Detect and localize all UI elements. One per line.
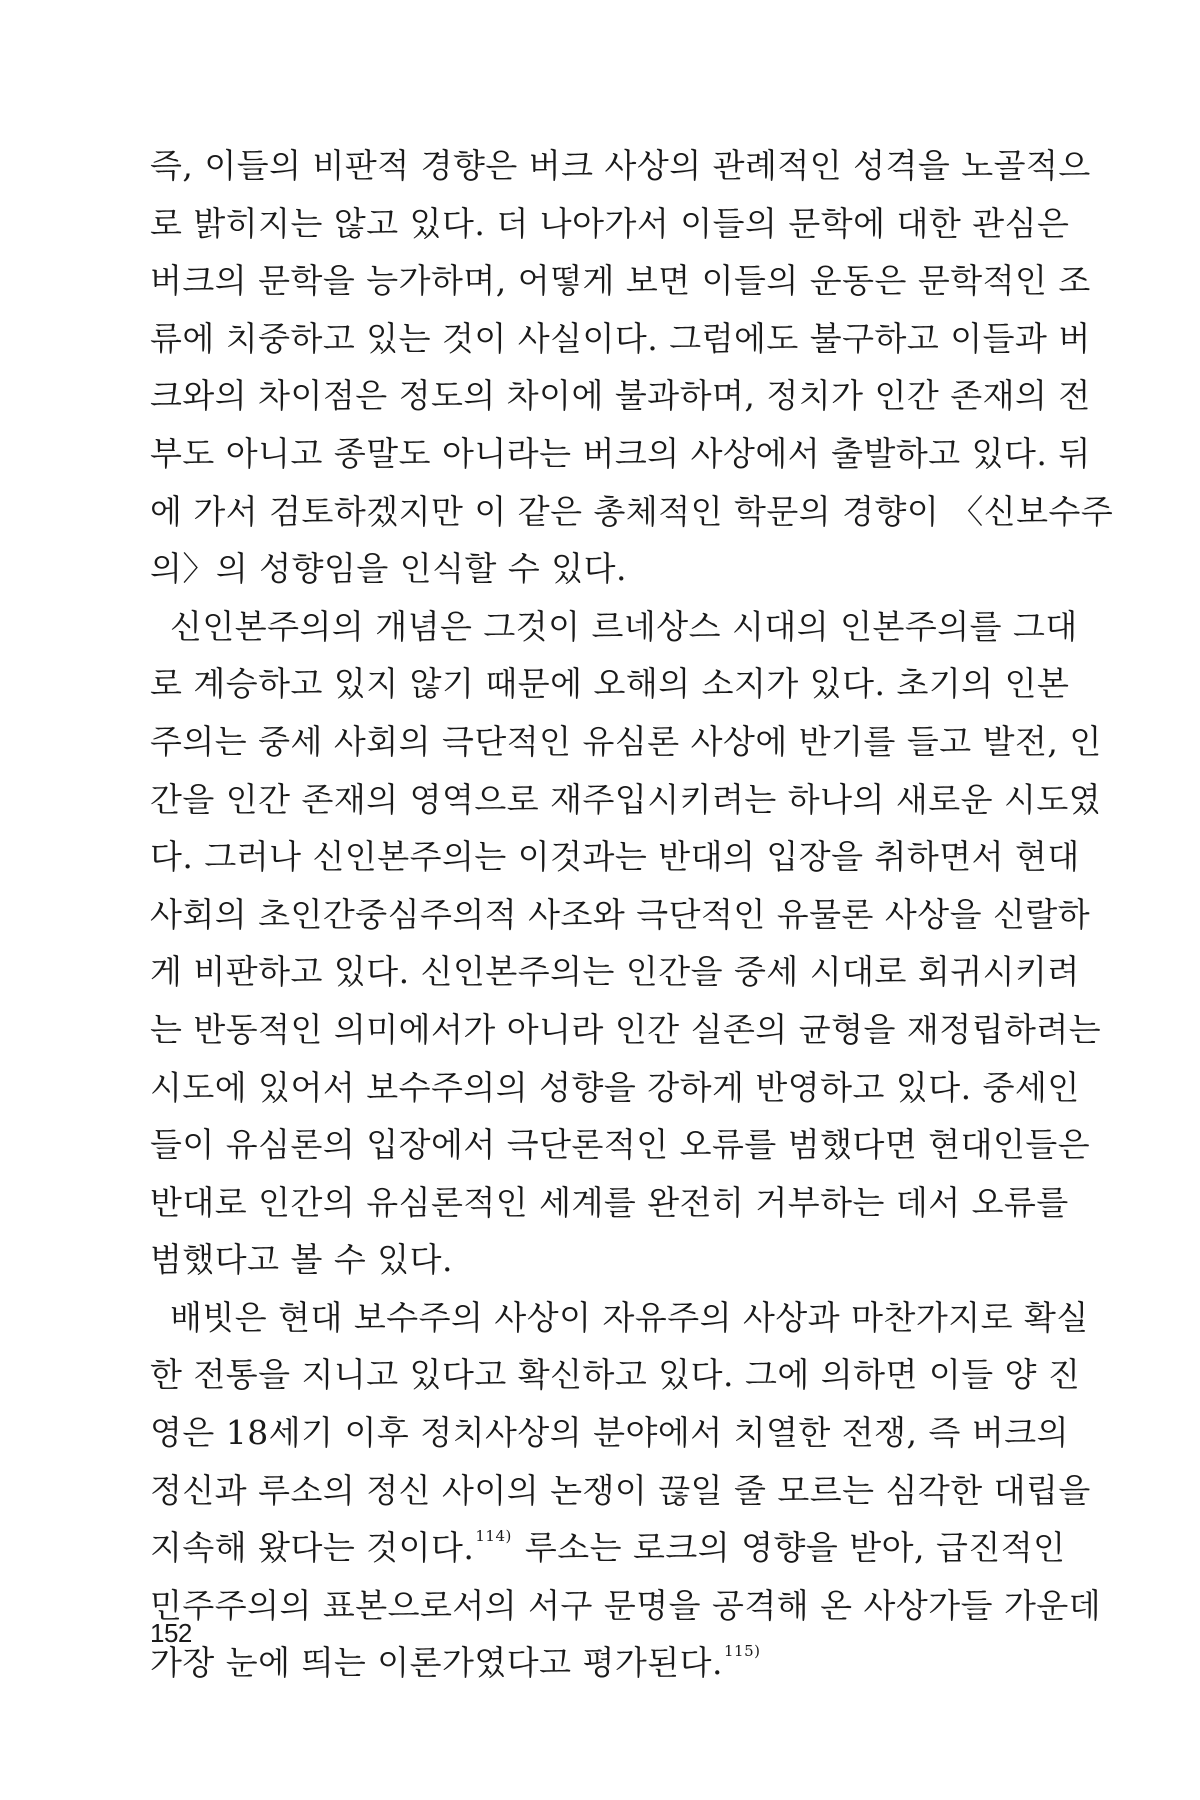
text-line: 들이 유심론의 입장에서 극단론적인 오류를 범했다면 현대인들은 (150, 1125, 1091, 1165)
text-line: 한 전통을 지니고 있다고 확신하고 있다. 그에 의하면 이들 양 진 (150, 1355, 1081, 1395)
text-line: 는 반동적인 의미에서가 아니라 인간 실존의 균형을 재정립하려는 (150, 1009, 1102, 1049)
text-line: 크와의 차이점은 정도의 차이에 불과하며, 정치가 인간 존재의 전 (150, 376, 1091, 416)
text-line: 즉, 이들의 비판적 경향은 버크 사상의 관례적인 성격을 노골적으 (150, 146, 1091, 185)
text-line: 영은 18세기 이후 정치사상의 분야에서 치열한 전쟁, 즉 버크의 (150, 1413, 1069, 1453)
body-text (150, 137, 1114, 1692)
text-segment: 가장 눈에 띄는 이론가였다고 평가된다. (150, 1643, 723, 1683)
text-line: 배빗은 현대 보수주의 사상이 자유주의 사상과 마찬가지로 확실 (170, 1297, 1089, 1337)
text-line: 시도에 있어서 보수주의의 성향을 강하게 반영하고 있다. 중세인 (150, 1067, 1080, 1107)
text-line: 류에 치중하고 있는 것이 사실이다. 그럼에도 불구하고 이들과 버 (150, 318, 1091, 358)
text-line: 민주주의의 표본으로서의 서구 문명을 공격해 온 사상가들 가운데 (150, 1585, 1102, 1625)
text-line: 범했다고 볼 수 있다. (150, 1240, 453, 1280)
text-line: 주의는 중세 사회의 극단적인 유심론 사상에 반기를 들고 발전, 인 (150, 721, 1102, 761)
text-segment: 지속해 왔다는 것이다. (150, 1528, 475, 1568)
text-line: 로 밝히지는 않고 있다. 더 나아가서 이들의 문학에 대한 관심은 (150, 203, 1070, 243)
text-line (150, 1634, 1050, 1692)
text-line: 로 계승하고 있지 않기 때문에 오해의 소지가 있다. 초기의 인본 (150, 664, 1070, 704)
text-line: 반대로 인간의 유심론적인 세계를 완전히 거부하는 데서 오류를 (150, 1182, 1069, 1222)
text-line: 에 가서 검토하겠지만 이 같은 총체적인 학문의 경향이 〈신보수주 (150, 491, 1114, 531)
text-line: 사회의 초인간중심주의적 사조와 극단적인 유물론 사상을 신랄하 (150, 894, 1091, 934)
footnote-ref-114[interactable]: 114) (475, 1527, 512, 1546)
text-line: 간을 인간 존재의 영역으로 재주입시키려는 하나의 새로운 시도였 (150, 779, 1102, 819)
text-line: 다. 그러나 신인본주의는 이것과는 반대의 입장을 취하면서 현대 (150, 837, 1080, 877)
text-line: 게 비판하고 있다. 신인본주의는 인간을 중세 시대로 회귀시키려 (150, 952, 1080, 992)
text-line: 부도 아니고 종말도 아니라는 버크의 사상에서 출발하고 있다. 뒤 (150, 433, 1091, 473)
text-line: 신인본주의의 개념은 그것이 르네상스 시대의 인본주의를 그대 (170, 606, 1078, 646)
page-number: 152 (150, 1618, 192, 1648)
text-line: 정신과 루소의 정신 사이의 논쟁이 끊일 줄 모르는 심각한 대립을 (150, 1470, 1091, 1510)
text-line: 의〉의 성향임을 인식할 수 있다. (150, 549, 627, 589)
text-segment: 루소는 로크의 영향을 받아, 급진적인 (513, 1528, 1066, 1568)
text-line: 버크의 문학을 능가하며, 어떻게 보면 이들의 운동은 문학적인 조 (150, 261, 1091, 301)
text-line (150, 1519, 1066, 1577)
footnote-ref-115[interactable]: 115) (724, 1642, 761, 1661)
